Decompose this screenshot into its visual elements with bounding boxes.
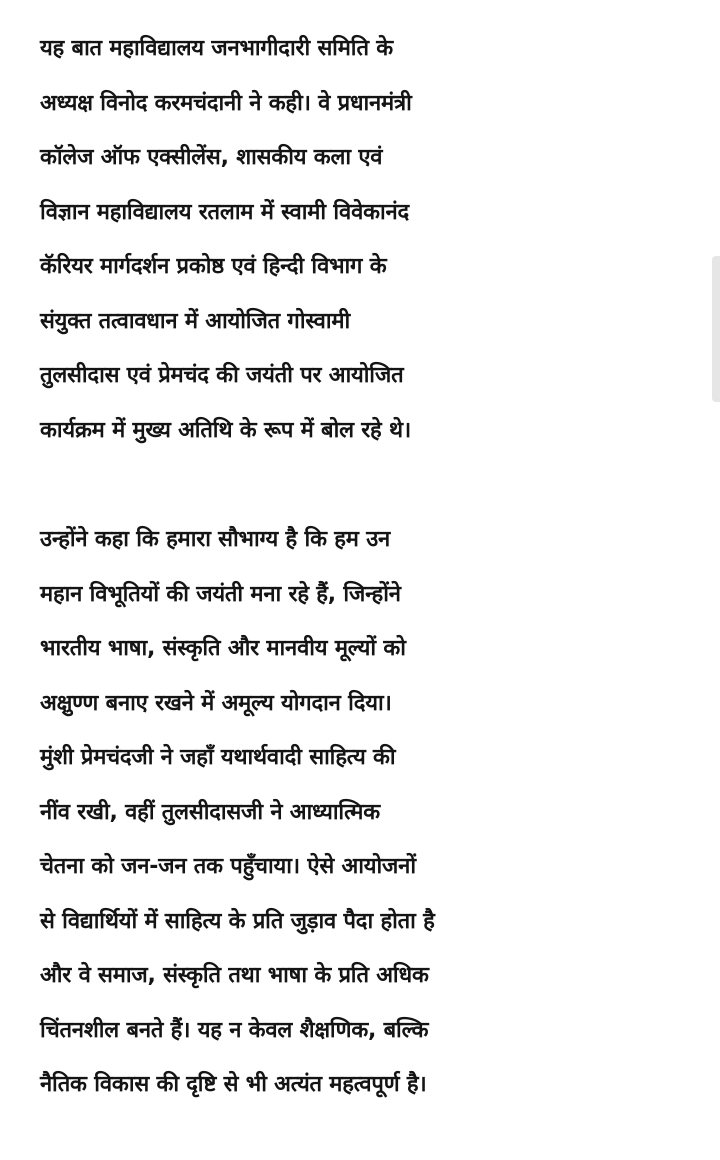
text-line: से विद्यार्थियों में साहित्य के प्रति जुड़ाव पैदा होता है [40,908,435,934]
text-line: मुंशी प्रेमचंदजी ने जहाँ यथार्थवादी साहित्य की [40,745,396,770]
text-line: कॉलेज ऑफ एक्सीलेंस, शासकीय कला एवं [40,145,383,170]
text-line: तुलसीदास एवं प्रेमचंद की जयंती पर आयोजित [40,363,404,388]
text-line: कॅरियर मार्गदर्शन प्रकोष्ठ एवं हिन्दी विभाग के [40,254,387,279]
article-body [40,22,710,1113]
text-line: नींव रखी, वहीं तुलसीदासजी ने आध्यात्मिक [40,799,380,825]
text-line: कार्यक्रम में मुख्य अतिथि के रूप में बोल रहे थे। [40,417,411,443]
text-line: और वे समाज, संस्कृति तथा भाषा के प्रति अधिक [40,963,429,988]
text-line: भारतीय भाषा, संस्कृति और मानवीय मूल्यों को [40,636,406,661]
scrollbar-thumb[interactable] [712,256,720,402]
text-line: अक्षुण्ण बनाए रखने में अमूल्य योगदान दिया। [40,690,392,716]
text-line: नैतिक विकास की दृष्टि से भी अत्यंत महत्वपूर्ण है। [40,1072,427,1097]
paragraph-1 [40,22,710,458]
paragraph-2 [40,513,710,1113]
text-line: चेतना को जन-जन तक पहुँचाया। ऐसे आयोजनों [40,854,416,879]
text-line: अध्यक्ष विनोद करमचंदानी ने कही। वे प्रधानमंत्री [40,90,412,116]
text-line: विज्ञान महाविद्यालय रतलाम में स्वामी विवेकानंद [40,199,409,225]
text-line: उन्होंने कहा कि हमारा सौभाग्य है कि हम उन [40,527,391,552]
text-line: संयुक्त तत्वावधान में आयोजित गोस्वामी [40,308,351,334]
text-line: चिंतनशील बनते हैं। यह न केवल शैक्षणिक, बल्कि [40,1017,429,1043]
paragraph-spacer [40,458,710,513]
text-line: महान विभूतियों की जयंती मना रहे हैं, जिन्होंने [40,581,401,607]
text-line: यह बात महाविद्यालय जनभागीदारी समिति के [40,36,393,61]
